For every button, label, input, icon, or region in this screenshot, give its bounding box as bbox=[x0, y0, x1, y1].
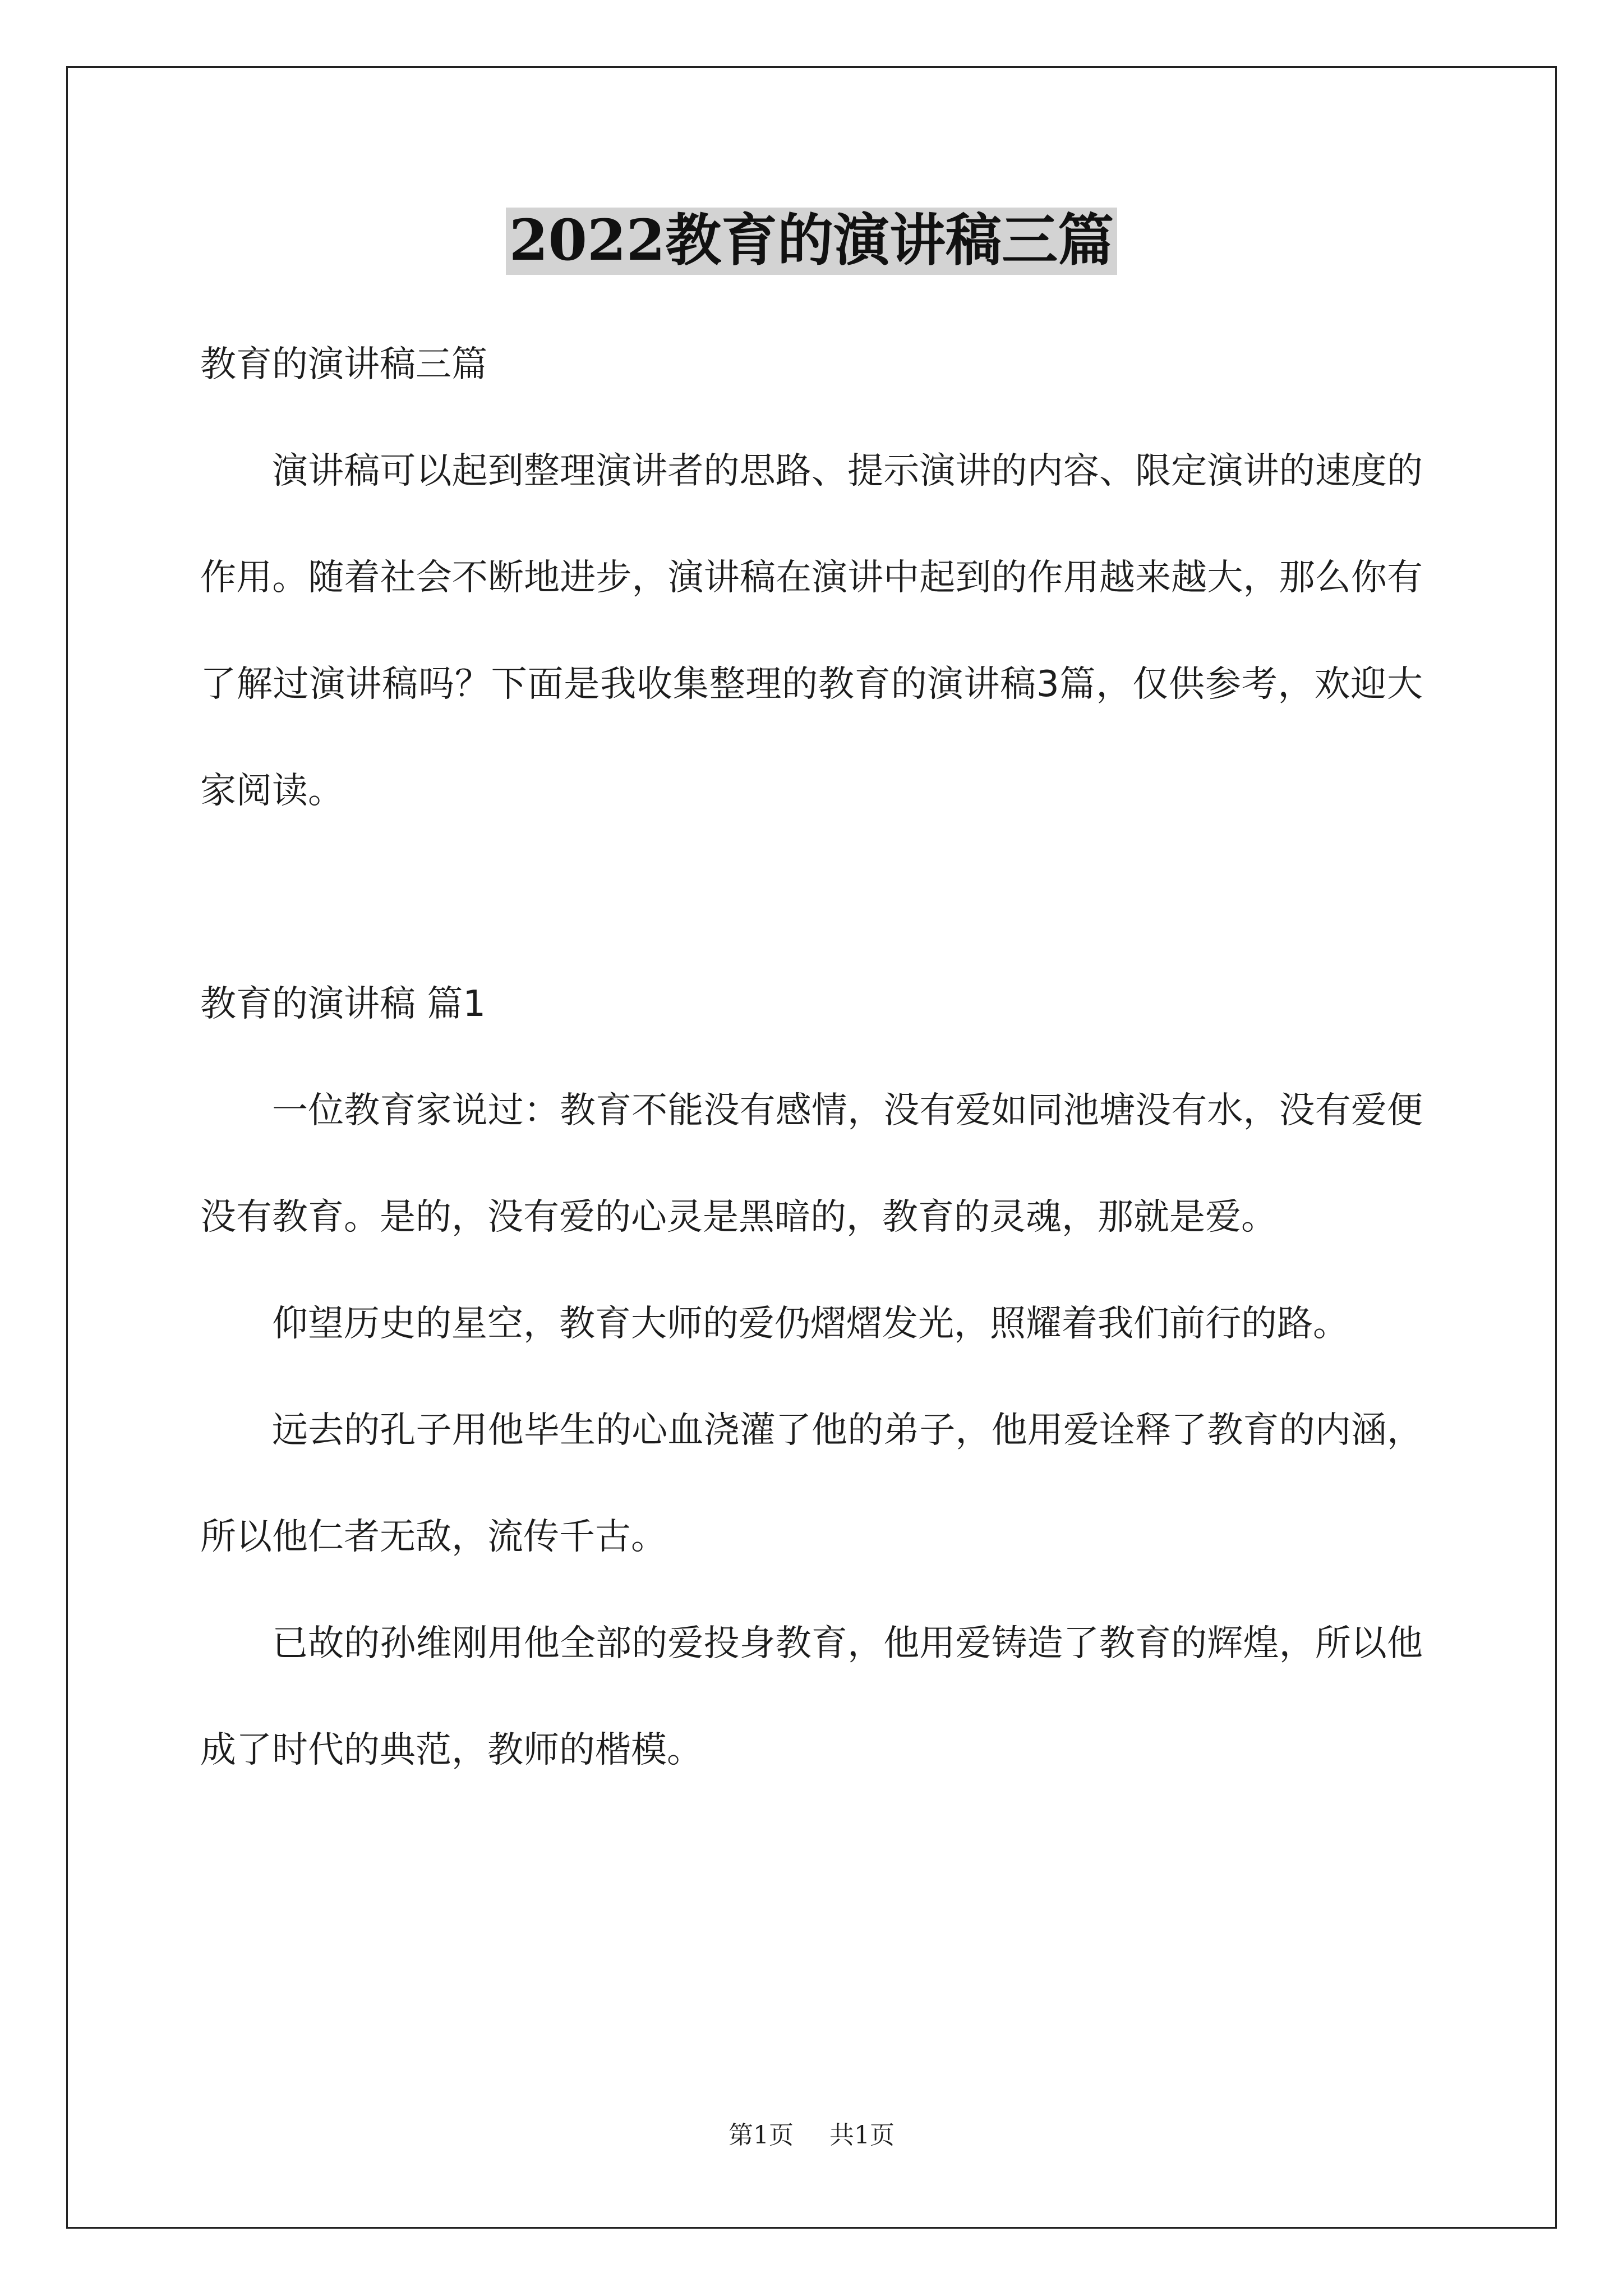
body-paragraph: 远去的孔子用他毕生的心血浇灌了他的弟子，他用爱诠释了教育的内涵，所以他仁者无敌，流传千古。 bbox=[200, 1410, 1423, 1558]
page-footer bbox=[0, 2115, 1623, 2151]
intro-paragraph: 演讲稿可以起到整理演讲者的思路、提示演讲的内容、限定演讲的速度的作用。随着社会不断地进步，演讲稿在演讲中起到的作用越来越大，那么你有了解过演讲稿吗？下面是我收集整理的教育的演讲稿3篇，仅供参考，欢迎大家阅读。 bbox=[200, 450, 1423, 812]
document-body bbox=[200, 311, 1423, 1803]
document-subtitle: 教育的演讲稿三篇 bbox=[200, 344, 487, 385]
document-title-block bbox=[0, 208, 1623, 275]
body-paragraph: 仰望历史的星空，教育大师的爱仍熠熠发光，照耀着我们前行的路。 bbox=[272, 1303, 1349, 1345]
body-paragraph: 已故的孙维刚用他全部的爱投身教育，他用爱铸造了教育的辉煌，所以他成了时代的典范，教师的楷模。 bbox=[200, 1623, 1423, 1771]
page-number-current: 第1页 bbox=[728, 2121, 794, 2150]
section-heading: 教育的演讲稿 篇1 bbox=[200, 983, 486, 1025]
document-title: 2022教育的演讲稿三篇 bbox=[506, 208, 1117, 275]
body-paragraph: 一位教育家说过：教育不能没有感情，没有爱如同池塘没有水，没有爱便没有教育。是的，没有爱的心灵是黑暗的，教育的灵魂，那就是爱。 bbox=[200, 1090, 1423, 1238]
page-number-total: 共1页 bbox=[829, 2121, 895, 2150]
